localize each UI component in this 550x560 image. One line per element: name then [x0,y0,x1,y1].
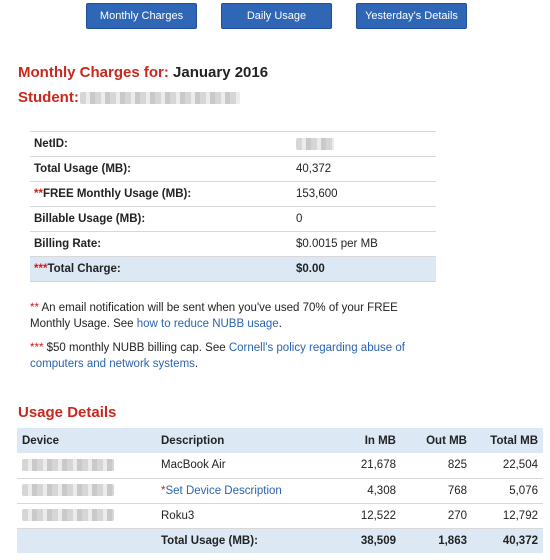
summary-row-billable-usage [30,207,436,232]
total-total-mb: 40,372 [472,528,543,553]
reduce-usage-link[interactable]: how to reduce NUBB usage [136,318,279,330]
netid-redacted [296,138,334,150]
usage-row [17,453,543,478]
in-mb-cell: 4,308 [326,478,401,503]
summary-row-total-charge [30,257,436,282]
footnote-marker: ** [34,188,43,200]
monthly-charges-button[interactable]: Monthly Charges [86,3,197,29]
total-out-mb: 1,863 [401,528,472,553]
summary-label: Total Charge: [47,263,121,275]
description-cell: Roku3 [156,503,326,528]
in-mb-cell: 12,522 [326,503,401,528]
summary-value [292,132,436,157]
description-marker: * [161,484,166,497]
top-nav [0,3,550,29]
student-heading [18,89,79,106]
footnote-email-notification [30,300,430,332]
usage-row [17,503,543,528]
usage-total-row [17,528,543,553]
total-mb-cell: 22,504 [472,453,543,478]
usage-header-row [17,428,543,453]
summary-label: Total Usage (MB): [30,157,292,182]
device-cell [17,528,156,553]
summary-label-cell [30,182,292,207]
summary-row-total-usage [30,157,436,182]
description-cell: MacBook Air [156,453,326,478]
device-cell [17,453,156,478]
footnote-billing-cap [30,340,430,372]
footnote-marker: ** [30,302,39,314]
footnote-end: . [278,318,282,330]
column-header-description: Description [156,428,326,453]
footnote-marker: *** [34,263,48,275]
device-id-redacted [22,484,114,496]
summary-row-free-usage [30,182,436,207]
total-mb-cell: 12,792 [472,503,543,528]
out-mb-cell: 768 [401,478,472,503]
usage-details-heading: Usage Details [18,404,117,421]
usage-row [17,478,543,503]
footnote-end: . [194,358,199,370]
footnote-marker: *** [30,342,44,354]
summary-row-billing-rate [30,232,436,257]
column-header-in-mb: In MB [326,428,401,453]
summary-value: 0 [292,207,436,232]
out-mb-cell: 825 [401,453,472,478]
set-device-description-link[interactable]: Set Device Description [165,484,282,497]
charges-label: Monthly Charges for: [18,64,169,81]
device-cell [17,503,156,528]
abuse-policy-link[interactable]: Cornell's policy regarding abuse of computers and network systems [30,342,405,370]
summary-label: FREE Monthly Usage (MB): [42,188,192,200]
footnote-text: An email notification will be sent when you've used 70% of your FREE Monthly Usage. See [30,302,398,330]
column-header-total-mb: Total MB [472,428,543,453]
description-cell [156,478,326,503]
student-label: Student: [18,89,79,106]
total-mb-cell: 5,076 [472,478,543,503]
summary-label: Billable Usage (MB): [30,207,292,232]
billing-month: January 2016 [173,64,269,81]
summary-value: 40,372 [292,157,436,182]
summary-value: $0.00 [292,257,436,282]
summary-row-netid [30,132,436,157]
charges-summary-table [30,131,436,282]
out-mb-cell: 270 [401,503,472,528]
device-id-redacted [22,509,114,521]
summary-label: Billing Rate: [30,232,292,257]
usage-details-table [17,428,543,553]
total-label: Total Usage (MB): [156,528,326,553]
total-in-mb: 38,509 [326,528,401,553]
footnote-text: $50 monthly NUBB billing cap. See [46,342,226,354]
in-mb-cell: 21,678 [326,453,401,478]
summary-label: NetID: [30,132,292,157]
yesterdays-details-button[interactable]: Yesterday's Details [356,3,467,29]
monthly-charges-heading [18,64,268,81]
column-header-out-mb: Out MB [401,428,472,453]
summary-label-cell [30,257,292,282]
student-name-redacted [80,92,240,104]
device-cell [17,478,156,503]
column-header-device: Device [17,428,156,453]
device-id-redacted [22,459,114,471]
summary-value: 153,600 [292,182,436,207]
daily-usage-button[interactable]: Daily Usage [221,3,332,29]
summary-value: $0.0015 per MB [292,232,436,257]
